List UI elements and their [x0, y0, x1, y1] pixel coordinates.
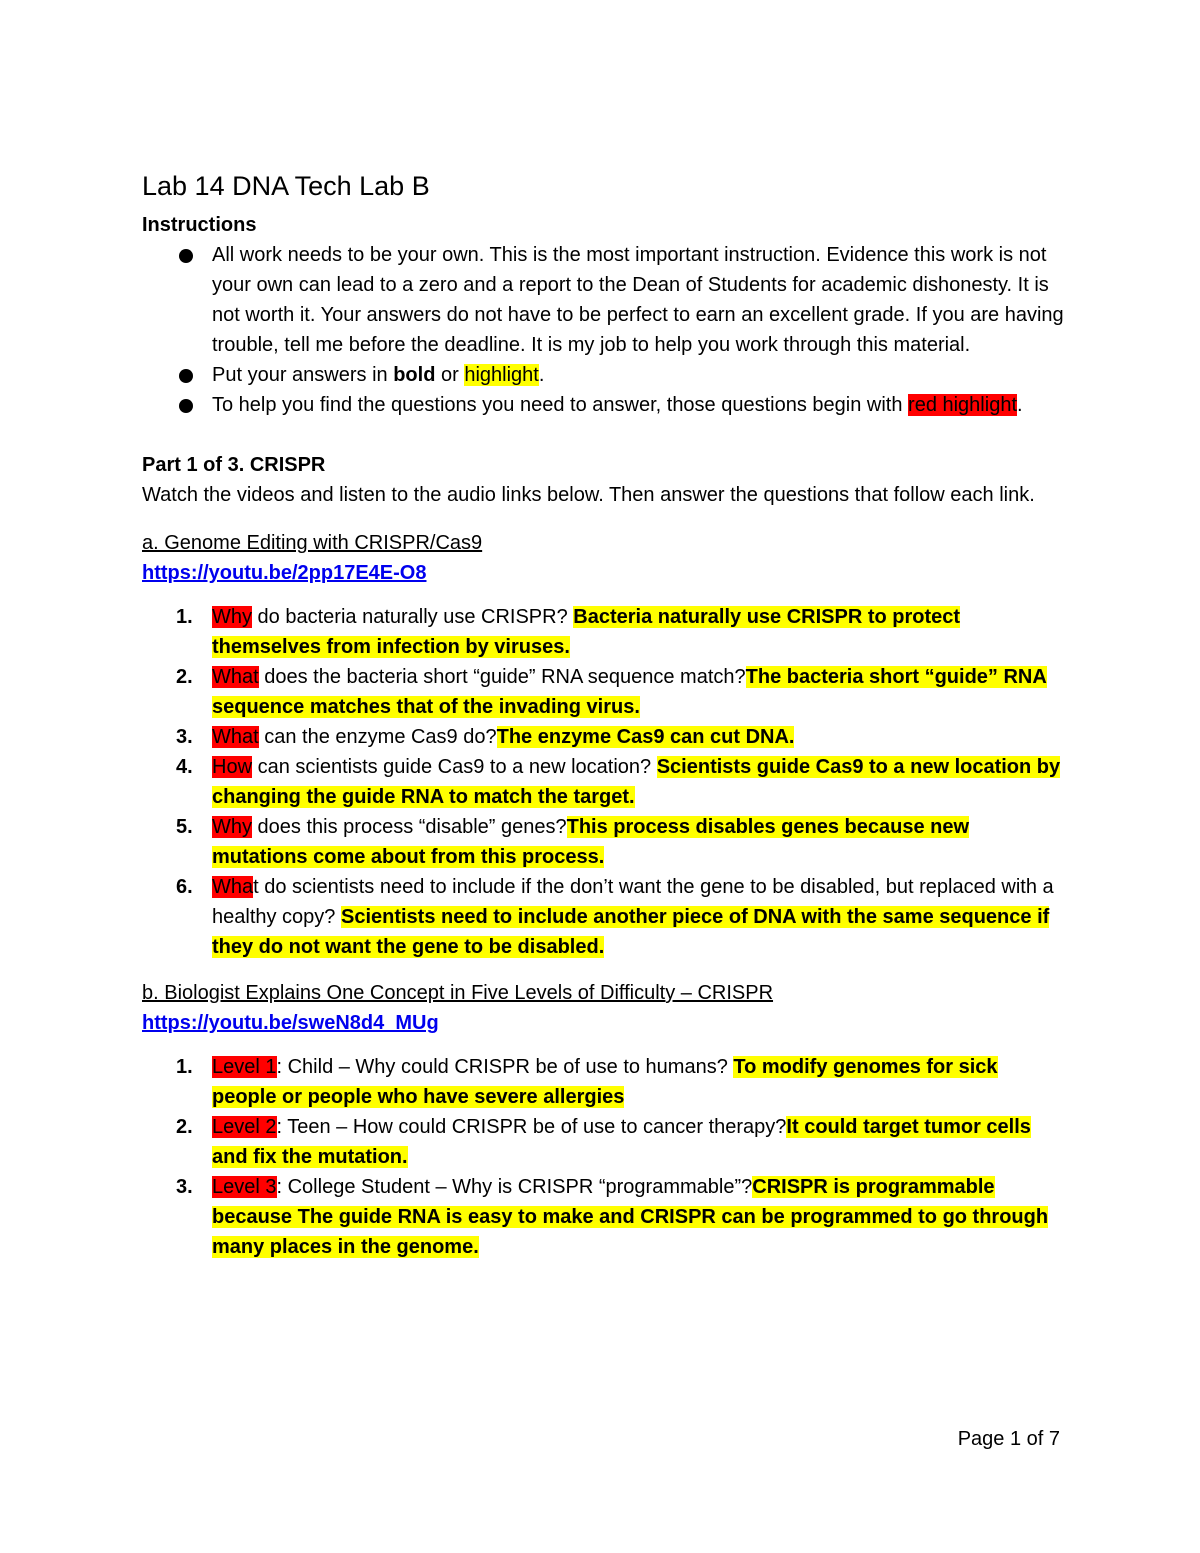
instruction-text: or: [435, 364, 465, 386]
page-number-label: Page 1 of 7: [957, 1428, 1060, 1450]
document-page: [142, 168, 1067, 1278]
question-text: does the bacteria short “guide” RNA sequence match?: [258, 666, 746, 688]
question-number: 2.: [176, 1116, 193, 1138]
section-b-title: b. Biologist Explains One Concept in Five Levels of Difficulty – CRISPR: [142, 982, 774, 1004]
question-red-word: Why: [212, 816, 252, 838]
question-item: [142, 602, 1067, 662]
question-item: [142, 722, 1067, 752]
question-number: 2.: [176, 666, 193, 688]
question-red-word: What: [212, 666, 259, 688]
question-item: [142, 1052, 1067, 1112]
question-number: 1.: [176, 606, 193, 628]
spacer: [142, 420, 1067, 450]
instruction-text: .: [538, 364, 545, 386]
list-item: [142, 360, 1067, 390]
page-number: [958, 1428, 1060, 1451]
question-red-word: Level 2: [212, 1116, 277, 1138]
question-red-word: What: [212, 726, 259, 748]
section-a-questions: [142, 602, 1067, 962]
question-item: [142, 1172, 1067, 1262]
instruction-text: .: [1017, 394, 1023, 416]
answer-text: Scientists need to include another piece of DNA with the same sequence if they do not want the gene to be disabled.: [212, 906, 1050, 958]
answer-text: The bacteria short “guide” RNA sequence matches that of the invading virus.: [212, 666, 1047, 718]
red-highlight-word: red highlight: [908, 394, 1017, 416]
instruction-text: All work needs to be your own. This is the most important instruction. Evidence this work is not your own can lead to a zero and a report to the Dean of Students for academic dishonesty. It is not worth it. Your answers do not have to be perfect to earn an excellent grade. If you are having trouble, tell me before the deadline. It is my job to help you work through this material.: [212, 244, 1064, 356]
answer-text: To modify genomes for sick people or people who have severe allergies: [212, 1056, 998, 1108]
question-text: t do scientists need to include if the don’t want the gene to be disabled, but replaced with a healthy copy?: [212, 876, 1054, 928]
list-item: [142, 240, 1067, 360]
instruction-text: To help you find the questions you need to answer, those questions begin with: [212, 394, 909, 416]
answer-text: The enzyme Cas9 can cut DNA.: [496, 726, 795, 748]
instruction-text: Put your answers in: [212, 364, 394, 386]
question-red-word: How: [212, 756, 253, 778]
question-item: [142, 812, 1067, 872]
question-number: 4.: [176, 756, 193, 778]
question-item: [142, 872, 1067, 962]
instructions-list: [142, 240, 1067, 420]
question-number: 6.: [176, 876, 193, 898]
instructions-heading: Instructions: [142, 214, 257, 236]
question-text: : College Student – Why is CRISPR “programmable”?: [276, 1176, 753, 1198]
bold-word: bold: [393, 364, 436, 386]
highlight-word: highlight: [464, 364, 539, 386]
section-a-title: a. Genome Editing with CRISPR/Cas9: [142, 532, 483, 554]
question-number: 3.: [176, 1176, 193, 1198]
list-item: [142, 390, 1067, 420]
section-a-link[interactable]: https://youtu.be/2pp17E4E-O8: [142, 562, 427, 584]
page-title: Lab 14 DNA Tech Lab B: [142, 171, 430, 201]
question-item: [142, 752, 1067, 812]
answer-text: This process disables genes because new mutations come about from this process.: [212, 816, 970, 868]
question-text: : Child – Why could CRISPR be of use to humans?: [276, 1056, 734, 1078]
question-text: do bacteria naturally use CRISPR?: [252, 606, 574, 628]
question-item: [142, 1112, 1067, 1172]
part-title: Part 1 of 3. CRISPR: [142, 454, 326, 476]
question-red-word: Why: [212, 606, 252, 628]
question-red-word: Level 1: [212, 1056, 277, 1078]
question-text: can scientists guide Cas9 to a new location?: [252, 756, 657, 778]
answer-text: Bacteria naturally use CRISPR to protect themselves from infection by viruses.: [212, 606, 961, 658]
answer-text: It could target tumor cells and fix the mutation.: [212, 1116, 1031, 1168]
answer-text: Scientists guide Cas9 to a new location by changing the guide RNA to match the target.: [212, 756, 1061, 808]
question-text: : Teen – How could CRISPR be of use to cancer therapy?: [276, 1116, 787, 1138]
question-number: 3.: [176, 726, 193, 748]
section-b-link[interactable]: https://youtu.be/sweN8d4_MUg: [142, 1012, 439, 1034]
question-text: can the enzyme Cas9 do?: [258, 726, 497, 748]
answer-text: CRISPR is programmable because The guide RNA is easy to make and CRISPR can be programmed to go through many places in the genome.: [212, 1176, 1049, 1258]
section-b-questions: [142, 1052, 1067, 1262]
question-red-word: Wha: [212, 876, 254, 898]
question-number: 5.: [176, 816, 193, 838]
part-intro: Watch the videos and listen to the audio links below. Then answer the questions that follow each link.: [142, 484, 1035, 506]
question-number: 1.: [176, 1056, 193, 1078]
question-red-word: Level 3: [212, 1176, 277, 1198]
question-text: does this process “disable” genes?: [252, 816, 567, 838]
question-item: [142, 662, 1067, 722]
